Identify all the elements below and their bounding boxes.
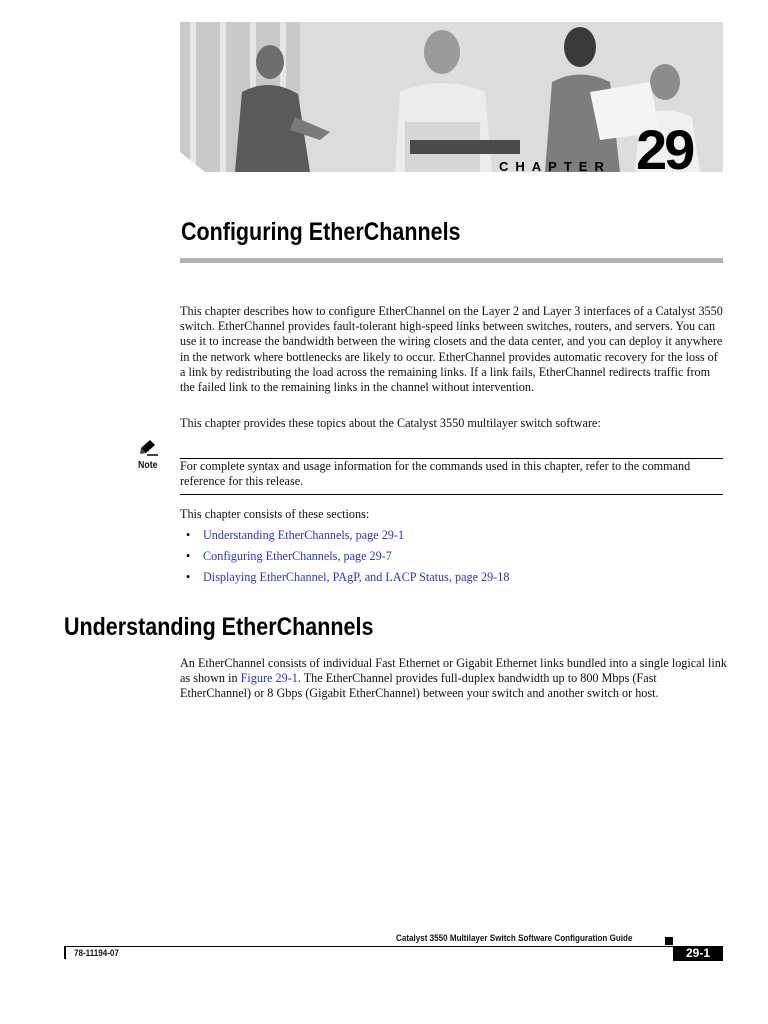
title-rule <box>180 258 723 263</box>
footer-guide-title: Catalyst 3550 Multilayer Switch Software Configuration Guide <box>396 933 633 944</box>
chapter-number: 29 <box>636 118 693 181</box>
bullet-icon: • <box>186 528 191 542</box>
intro-paragraph: This chapter describes how to configure EtherChannel on the Layer 2 and Layer 3 interfaces of a Catalyst 3550 switch. EtherChannel provides fault-tolerant high-speed links between switches, routers, and servers. You can use it to increase the bandwidth between the wiring closets and the data center, and you can deploy it anywhere in the network where bottlenecks are likely to occur. EtherChannel provides automatic recovery for the loss of a link by redistributing the load across the remaining links. If a link fails, EtherChannel redirects traffic from the failed link to the remaining links in the channel without intervention. <box>180 304 723 395</box>
footer-left-tick <box>64 946 66 959</box>
section-link-displaying[interactable]: Displaying EtherChannel, PAgP, and LACP Status, page 29-18 <box>203 570 510 584</box>
note-text: For complete syntax and usage information for the commands used in this chapter, refer to the command reference for this release. <box>180 459 691 489</box>
note-rule-bottom <box>180 494 723 495</box>
sections-intro: This chapter consists of these sections: <box>180 507 370 521</box>
chapter-title: Configuring EtherChannels <box>181 218 461 246</box>
bullet-icon: • <box>186 570 191 584</box>
footer-marker <box>665 937 673 945</box>
list-item <box>186 528 404 543</box>
section-body <box>180 656 730 702</box>
chapter-label: CHAPTER <box>499 159 611 174</box>
section-link-configuring[interactable]: Configuring EtherChannels, page 29-7 <box>203 549 392 563</box>
figure-link[interactable]: Figure 29-1 <box>240 671 298 686</box>
pencil-icon <box>138 438 160 458</box>
footer-doc-number: 78-11194-07 <box>74 948 119 959</box>
topics-paragraph: This chapter provides these topics about the Catalyst 3550 multilayer switch software: <box>180 416 601 430</box>
footer-page-number: 29-1 <box>673 946 723 961</box>
section-body-text-cont: . The EtherChannel provides full-duplex bandwidth up to 800 Mbps (Fast EtherChannel) or 8 Gbps (Gigabit EtherChannel) between your switch and another switch or host. <box>180 671 659 701</box>
footer-rule <box>64 946 723 947</box>
note-label: Note <box>138 460 158 471</box>
section-link-understanding[interactable]: Understanding EtherChannels, page 29-1 <box>203 528 405 542</box>
list-item <box>186 549 392 564</box>
section-body-text: An EtherChannel consists of individual Fast Ethernet or Gigabit Ethernet links bundled into a single logical link as shown in <box>180 656 727 686</box>
list-item <box>186 570 509 585</box>
bullet-icon: • <box>186 549 191 563</box>
section-heading: Understanding EtherChannels <box>64 613 374 641</box>
